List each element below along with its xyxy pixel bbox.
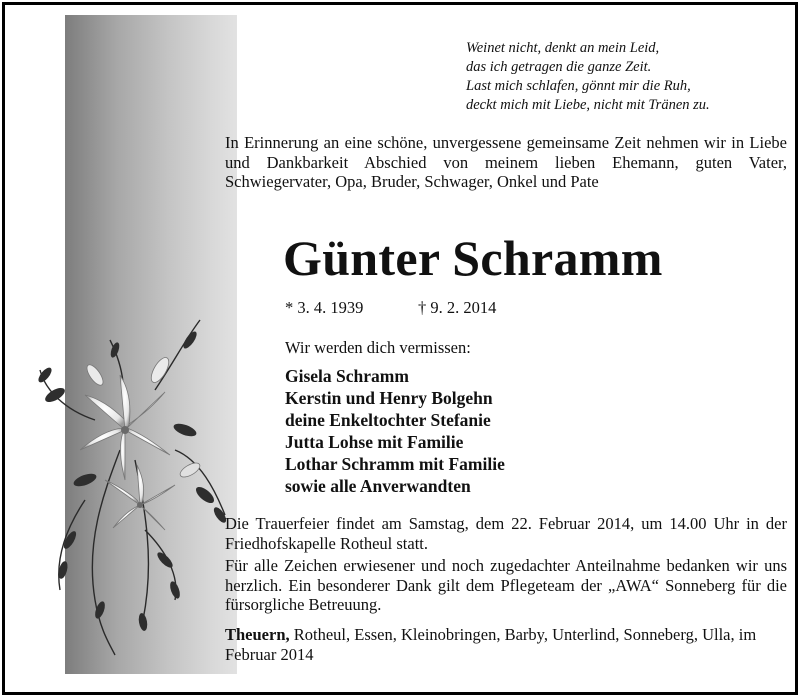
places-lead: Theuern, xyxy=(225,625,290,644)
funeral-service-notice: Die Trauerfeier findet am Samstag, dem 22. Februar 2014, um 14.00 Uhr in der Friedhofskapelle Rotheul statt. xyxy=(225,514,787,553)
intro-paragraph: In Erinnerung an eine schöne, unvergessene gemeinsame Zeit nehmen wir in Liebe und Dankbarkeit Abschied von meinem lieben Ehemann, guten Vater, Schwiegervater, Opa, Bruder, Schwager, Onkel und Pate xyxy=(225,133,787,191)
thanks-paragraph: Für alle Zeichen erwiesener und noch zugedachter Anteilnahme bedanken wir uns herzlich. Ein besonderer Dank gilt dem Pflegeteam der „AWA“ Sonneberg für die fürsorgliche Betreuung. xyxy=(225,556,787,614)
mourner-name: Kerstin und Henry Bolgehn xyxy=(285,388,493,408)
mourner-name: Gisela Schramm xyxy=(285,366,409,386)
birth-date: * 3. 4. 1939 xyxy=(285,298,364,317)
mourner-name: Jutta Lohse mit Familie xyxy=(285,432,464,452)
mourner-name: deine Enkeltochter Stefanie xyxy=(285,410,491,430)
poem-line: deckt mich mit Liebe, nicht mit Tränen zu. xyxy=(466,97,710,113)
poem-line: das ich getragen die ganze Zeit. xyxy=(466,59,652,75)
poem-verse xyxy=(466,39,786,115)
places-and-date xyxy=(225,625,787,664)
places-rest: Rotheul, Essen, Kleinobringen, Barby, Unterlind, Sonneberg, Ulla, im Februar 2014 xyxy=(225,625,757,664)
mourners-list xyxy=(285,365,505,497)
mourner-name: sowie alle Anverwandten xyxy=(285,476,471,496)
lily-flowers-illustration xyxy=(25,300,245,660)
obituary-frame xyxy=(2,2,798,695)
poem-line: Last mich schlafen, gönnt mir die Ruh, xyxy=(466,78,691,94)
deceased-name: Günter Schramm xyxy=(283,230,663,286)
death-date: † 9. 2. 2014 xyxy=(418,298,497,317)
life-dates xyxy=(285,298,497,318)
mourner-name: Lothar Schramm mit Familie xyxy=(285,454,505,474)
miss-line: Wir werden dich vermissen: xyxy=(285,338,471,357)
poem-line: Weinet nicht, denkt an mein Leid, xyxy=(466,40,660,56)
